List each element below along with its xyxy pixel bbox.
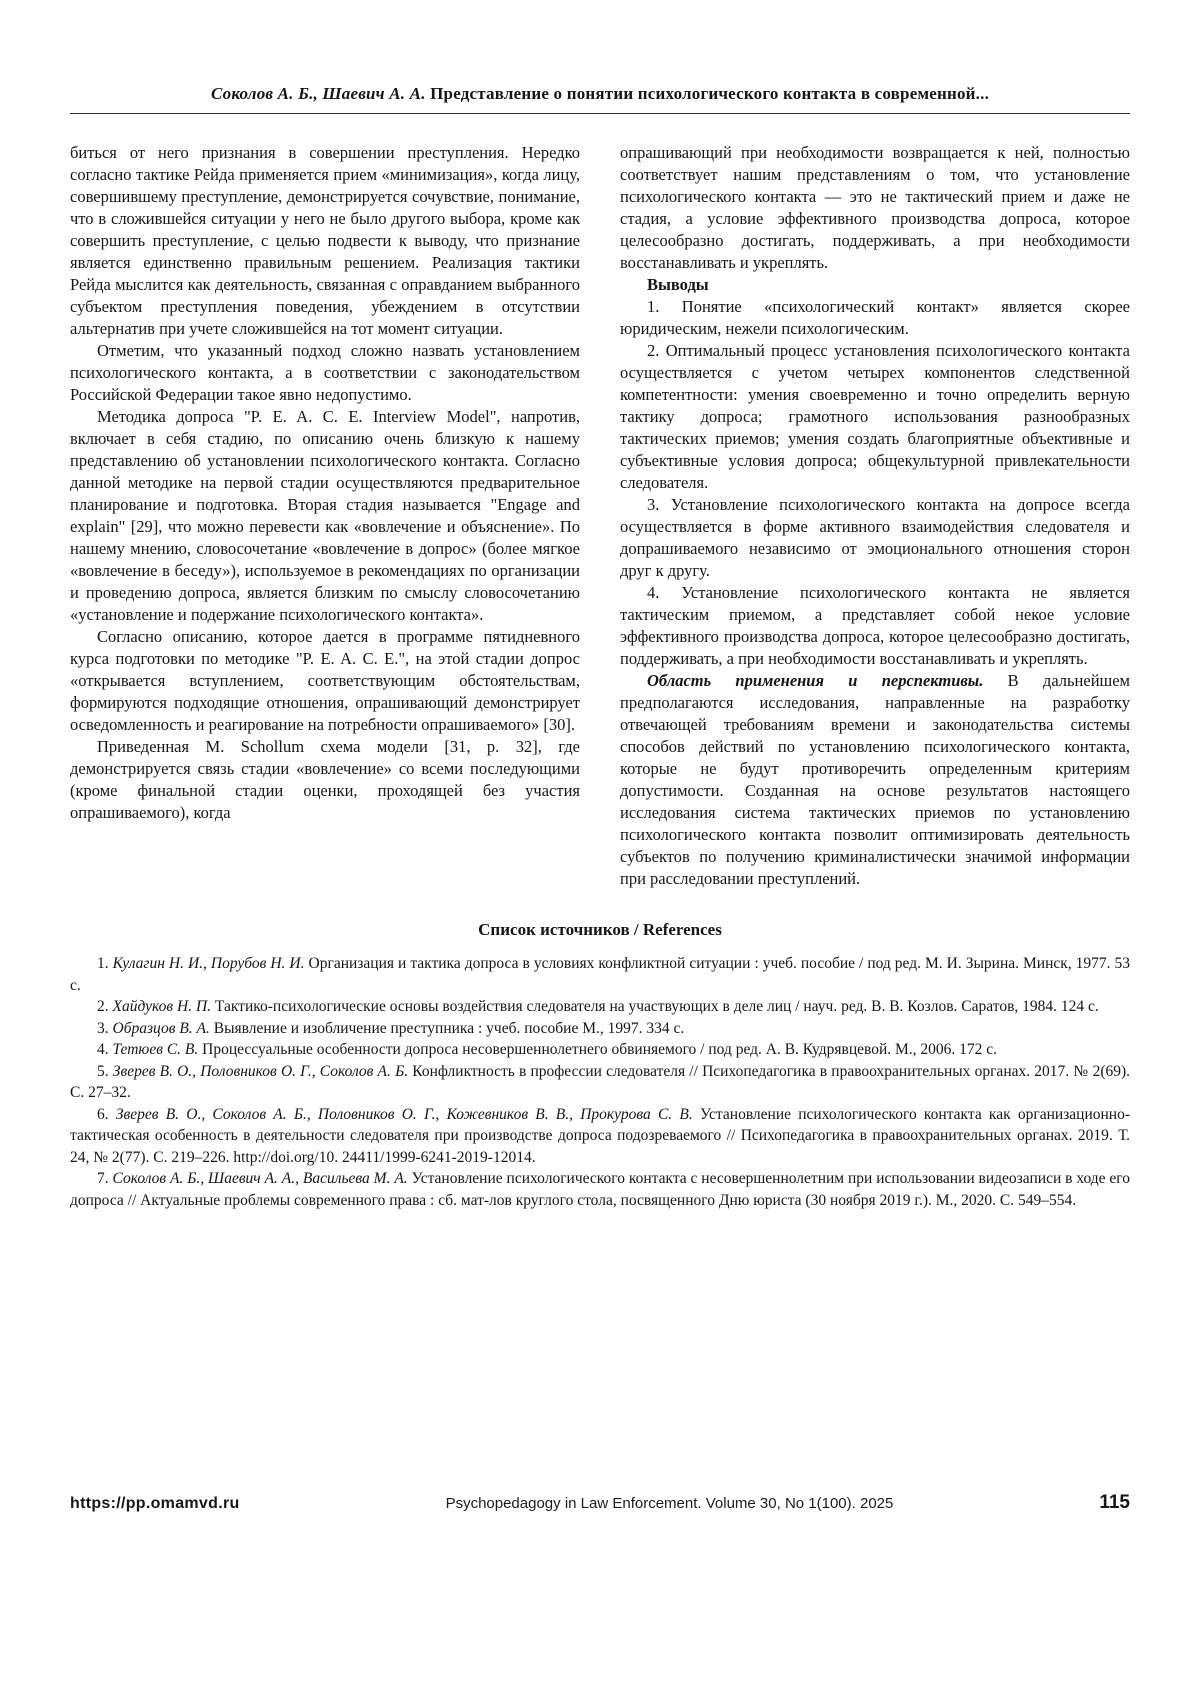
reference-authors: Зверев В. О., Соколов А. Б., Половников О. Г., Кожевников В. В., Прокурова С. В.: [115, 1105, 693, 1123]
paragraph: Отметим, что указанный подход сложно назвать установлением психологического контакта, а в соответствии с законодательством Российской Федерации такое явно недопустимо.: [70, 341, 580, 404]
reference-item: [70, 1018, 1130, 1040]
reference-text: Тактико-психологические основы воздействия следователя на участвующих в деле лиц / науч. ред. В. В. Козлов. Саратов, 1984. 124 с.: [214, 998, 1099, 1015]
left-column: [70, 142, 580, 890]
scope-lead: Область применения и перспективы.: [647, 671, 984, 690]
reference-item: [70, 953, 1130, 996]
paragraph: Методика допроса "P. E. A. C. E. Interview Model", напротив, включает в себя стадию, по описанию очень близкую к нашему представлению об установлении психологического контакта. Согласно данной методике на первой стадии осуществляются предварительное планирование и подготовка. Вторая стадия называется "Engage and explain" [29], что можно перевести как «вовлечение и объяснение». По нашему мнению, словосочетание «вовлечение в допрос» (более мягкое «вовлечение в беседу»), используемое в рекомендациях по организации и проведению допроса, является близким по смыслу словосочетанию «установление и подержание психологического контакта».: [70, 407, 580, 624]
reference-authors: Образцов В. А.: [112, 1019, 210, 1037]
reference-text: Установление психологического контакта с несовершеннолетним при использовании видеозаписи в ходе его допроса // Актуальные проблемы современного права : сб. мат-лов круглого стола, посвященного Дню юриста (30 ноября 2019 г.). М., 2020. С. 549–554.: [70, 1170, 1131, 1209]
reference-item: [70, 1061, 1130, 1104]
paragraph: Приведенная M. Schollum схема модели [31, p. 32], где демонстрируется связь стадии «вовлечение» со всеми последующими (кроме финальной стадии оценки, проходящей без участия опрашиваемого), когда: [70, 737, 580, 822]
reference-text: Процессуальные особенности допроса несовершеннолетнего обвиняемого / под ред. А. В. Кудрявцевой. М., 2006. 172 с.: [202, 1041, 998, 1058]
reference-item: [70, 1104, 1130, 1169]
running-head-authors: Соколов А. Б., Шаевич А. А.: [210, 84, 426, 103]
reference-authors: Соколов А. Б., Шаевич А. А., Васильева М. А.: [112, 1170, 408, 1187]
page-footer: [70, 1492, 1130, 1514]
journal-info: Psychopedagogy in Law Enforcement. Volume 30, No 1(100). 2025: [445, 1495, 894, 1512]
paragraph: 3. Установление психологического контакта на допросе всегда осуществляется в форме активного взаимодействия следователя и допрашиваемого независимо от эмоционального отношения сторон друг к другу.: [620, 495, 1130, 580]
reference-item: [70, 1039, 1130, 1061]
reference-authors: Хайдуков Н. П.: [112, 998, 212, 1015]
running-head-title: Представление о понятии психологического контакта в современной...: [430, 84, 990, 103]
paragraph: 2. Оптимальный процесс установления психологического контакта осуществляется с учетом четырех компонентов следственной компетентности: умения своевременно и точно определить верную тактику допроса; грамотного использования разнообразных тактических приемов; умения создать благоприятные объективные и субъективные условия допроса; общекультурной привлекательности следователя.: [620, 341, 1130, 492]
conclusions-heading: Выводы: [647, 275, 709, 294]
page-number: 115: [1099, 1492, 1130, 1513]
journal-url[interactable]: https://pp.omamvd.ru: [70, 1495, 240, 1512]
reference-authors: Кулагин Н. И., Порубов Н. И.: [112, 955, 305, 972]
reference-item: [70, 996, 1130, 1018]
scope-text: В дальнейшем предполагаются исследования, направленные на разработку отвечающей требованиям времени и законодательства системы способов действий по установлению психологического контакта, которые не будут противоречить определенным критериям допустимости. Созданная на основе результатов настоящего исследования система тактических приемов по установлению психологического контакта позволит оптимизировать деятельность субъектов по получению криминалистически значимой информации при расследовании преступлений.: [620, 671, 1130, 888]
reference-text: Организация и тактика допроса в условиях конфликтной ситуации : учеб. пособие / под ред. М. И. Зырина. Минск, 1977. 53 с.: [70, 955, 1131, 994]
reference-authors: Зверев В. О., Половников О. Г., Соколов А. Б.: [112, 1062, 409, 1080]
right-column: [620, 142, 1130, 890]
reference-number: 1.: [97, 955, 109, 972]
references-heading: Список источников / References: [478, 920, 722, 939]
reference-number: 6.: [97, 1105, 109, 1123]
reference-text: Установление психологического контакта как организационно-тактическая особенность в деятельности следователя при производстве допроса подозреваемого // Психопедагогика в правоохранительных органах. 2019. Т. 24, № 2(77). С. 219–226. http://doi.org/10. 24411/1999-6241-2019-12014.: [70, 1105, 1131, 1166]
reference-text: Конфликтность в профессии следователя // Психопедагогика в правоохранительных органах. 2017. № 2(69). С. 27–32.: [70, 1062, 1131, 1101]
references-list: [70, 953, 1130, 1211]
references-section: [70, 920, 1130, 1211]
reference-number: 4.: [97, 1041, 109, 1058]
scope-paragraph: [620, 670, 1130, 890]
paragraph: биться от него признания в совершении преступления. Нередко согласно тактике Рейда применяется прием «минимизация», когда лицу, совершившему преступление, демонстрируется сочувствие, понимание, что в сложившейся ситуации у него не было другого выбора, кроме как совершить преступление, с целью подвести к выводу, что признание является единственно правильным решением. Реализация тактики Рейда мыслится как деятельность, связанная с оправданием выбранного субъектом преступления поведения, убеждением в отсутствии альтернатив при учете сложившейся на тот момент ситуации.: [70, 143, 580, 338]
reference-number: 2.: [97, 998, 109, 1015]
reference-number: 7.: [97, 1170, 109, 1187]
paragraph: Согласно описанию, которое дается в программе пятидневного курса подготовки по методике "P. E. A. C. E.", на этой стадии допрос «открывается вступлением, соответствующим обстоятельствам, формируются подходящие отношения, опрашивающий демонстрирует осведомленность и реагирование на потребности опрашиваемого» [30].: [70, 627, 580, 734]
running-head: [70, 84, 1130, 114]
reference-authors: Тетюев С. В.: [112, 1041, 199, 1058]
paragraph: 1. Понятие «психологический контакт» является скорее юридическим, нежели психологическим.: [620, 297, 1130, 338]
article-body: [70, 142, 1130, 890]
reference-item: [70, 1168, 1130, 1211]
reference-text: Выявление и изобличение преступника : учеб. пособие М., 1997. 334 с.: [213, 1019, 685, 1037]
paragraph: опрашивающий при необходимости возвращается к ней, полностью соответствует нашим представлениям о том, что установление психологического контакта — это не тактический прием и даже не стадия, а условие эффективного производства допроса, которое целесообразно достигать, поддерживать, а при необходимости восстанавливать и укреплять.: [620, 143, 1130, 272]
reference-number: 5.: [97, 1062, 109, 1080]
reference-number: 3.: [97, 1019, 109, 1037]
paragraph: 4. Установление психологического контакта не является тактическим приемом, а представляет собой некое условие эффективного производства допроса, которое целесообразно достигать, поддерживать, а при необходимости восстанавливать и укреплять.: [620, 583, 1130, 668]
